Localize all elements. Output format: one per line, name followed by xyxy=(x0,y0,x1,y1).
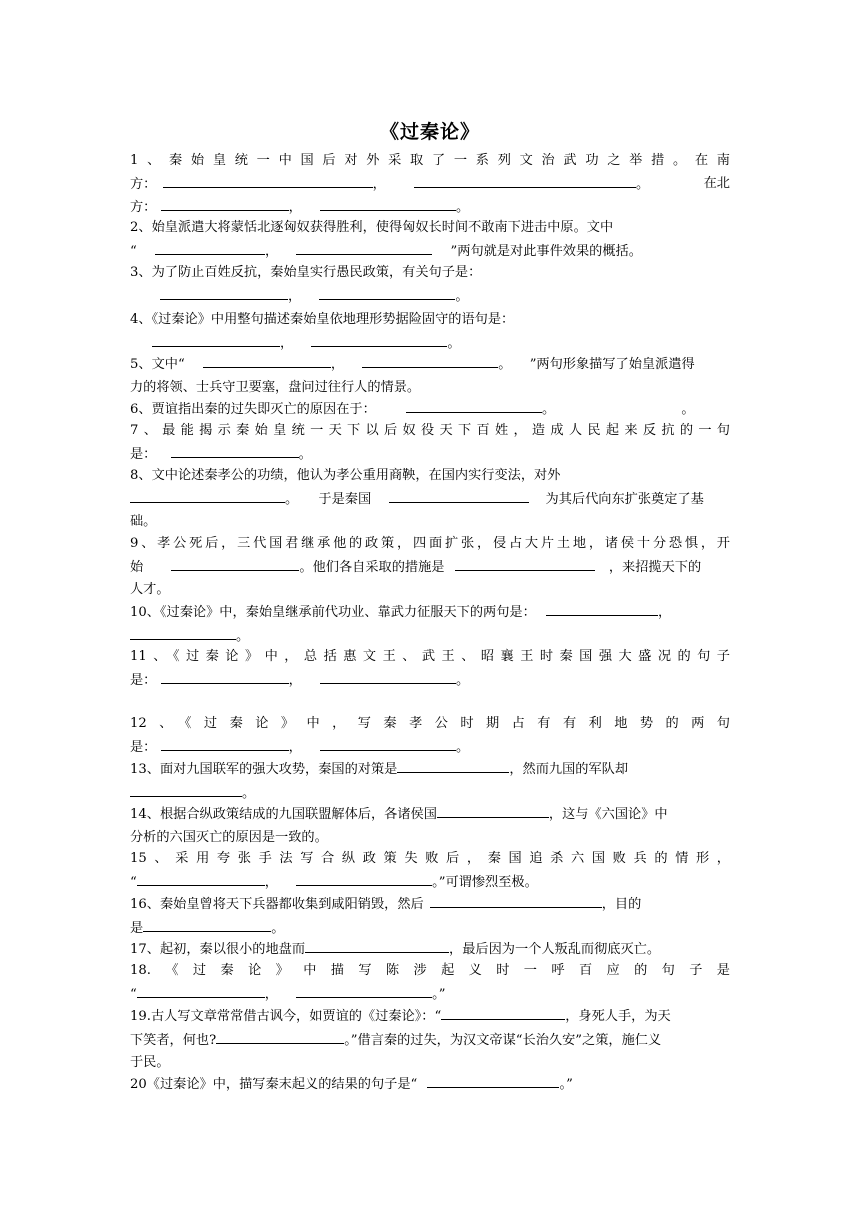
question-20-text-b: 。” xyxy=(559,1077,573,1092)
question-4-line-1: 4、《过秦论》中用整句描述秦始皇依地理形势据险固守的语句是： xyxy=(130,312,515,327)
question-3 xyxy=(130,262,730,308)
answer-blank[interactable] xyxy=(152,332,280,347)
question-19 xyxy=(130,1005,730,1075)
answer-blank[interactable] xyxy=(171,556,299,571)
question-1-line-3 xyxy=(130,196,730,220)
question-8-line-1: 8、文中论述秦孝公的功绩，他认为孝公重用商鞅，在国内实行变法，对外 xyxy=(130,468,561,483)
question-8-text-c: 于是秦国 xyxy=(318,491,372,507)
question-9-text-b: 始 xyxy=(130,559,144,575)
question-14-line-1 xyxy=(130,803,730,827)
question-18-text-c: ， xyxy=(264,986,278,1002)
question-5 xyxy=(130,353,730,399)
question-10-text-a: 10、《过秦论》中，秦始皇继承前代功业、靠武力征服天下的两句是： xyxy=(130,605,536,620)
answer-blank[interactable] xyxy=(441,1005,565,1020)
question-19-text-c: 下笑者，何也? xyxy=(130,1032,217,1048)
question-19-line-2 xyxy=(130,1029,730,1053)
answer-blank[interactable] xyxy=(397,758,509,773)
question-1-text-g: ， xyxy=(288,200,302,215)
question-20-text-a: 20《过秦论》中，描写秦末起义的结果的句子是“ xyxy=(130,1077,418,1092)
question-16-line-1 xyxy=(130,893,730,917)
question-6-text-b: 。 xyxy=(541,402,556,417)
question-19-line-1 xyxy=(130,1005,730,1029)
question-12 xyxy=(130,713,730,759)
question-19-line-3: 于民。 xyxy=(130,1055,170,1070)
question-6-line-1 xyxy=(130,398,730,422)
question-16-text-d: 。 xyxy=(271,920,285,936)
question-17-text-a: 17、起初，秦以很小的地盘而 xyxy=(130,942,306,957)
question-9-line-3: 人才。 xyxy=(130,582,170,597)
question-17-text-b: ，最后因为一个人叛乱而彻底灭亡。 xyxy=(449,942,661,957)
question-10-text-b: ， xyxy=(658,605,672,620)
question-10 xyxy=(130,601,730,648)
question-8 xyxy=(130,465,730,534)
question-12-line-2 xyxy=(130,736,730,760)
answer-blank[interactable] xyxy=(389,488,529,503)
question-20-line-1 xyxy=(130,1073,730,1097)
answer-blank[interactable] xyxy=(296,983,432,998)
question-3-line-1: 3、为了防止百姓反抗，秦始皇实行愚民政策，有关句子是： xyxy=(130,265,482,280)
question-18-text-b: “ xyxy=(130,986,137,1002)
question-18-line-1: 18.《过秦论》中描写陈涉起义时一呼百应的句子是 xyxy=(130,963,730,978)
question-11-text-b: 是： xyxy=(130,672,157,688)
question-19-text-d: 。”借言秦的过失，为汉文帝谋“长治久安”之策，施仁义 xyxy=(344,1032,662,1048)
question-8-text-d: 为其后代向东扩张奠定了基 xyxy=(545,491,704,507)
question-11-text-c: ， xyxy=(288,672,302,688)
question-5-text-d: ”两句形象描写了始皇派遣得 xyxy=(529,357,695,372)
question-18 xyxy=(130,960,730,1006)
question-1 xyxy=(130,150,730,220)
question-10-line-2 xyxy=(130,625,730,649)
question-2-text-c: ， xyxy=(264,243,279,259)
question-6-text-a: 6、贾谊指出秦的过失即灭亡的原因在于： xyxy=(130,402,376,417)
question-15-line-1: 15、采用夸张手法写合纵政策失败后，秦国追杀六国败兵的情形， xyxy=(130,851,730,866)
answer-blank[interactable] xyxy=(130,488,285,503)
answer-blank[interactable] xyxy=(427,1073,559,1088)
question-3-line-2 xyxy=(130,285,730,309)
question-4-text-b: ， xyxy=(280,335,294,351)
answer-blank[interactable] xyxy=(320,669,456,684)
answer-blank[interactable] xyxy=(137,983,265,998)
question-9-line-2 xyxy=(130,556,730,580)
question-19-text-b: ，身死人手，为天 xyxy=(565,1009,671,1024)
question-9-text-c: 。他们各自采取的措施是 xyxy=(299,559,445,575)
answer-blank[interactable] xyxy=(155,240,265,255)
question-10-line-1 xyxy=(130,601,730,625)
question-3-text-c: 。 xyxy=(455,288,469,304)
answer-blank[interactable] xyxy=(130,782,242,797)
question-8-line-2 xyxy=(130,488,730,512)
answer-blank[interactable] xyxy=(163,173,373,188)
answer-blank[interactable] xyxy=(430,893,602,908)
answer-blank[interactable] xyxy=(143,917,271,932)
question-16-text-a: 16、秦始皇曾将天下兵器都收集到咸阳销毁，然后 xyxy=(130,897,424,912)
question-10-text-c: 。 xyxy=(236,628,250,644)
question-5-text-b: ， xyxy=(330,357,345,372)
question-13-line-1 xyxy=(130,758,730,782)
answer-blank[interactable] xyxy=(161,196,289,211)
answer-blank[interactable] xyxy=(203,353,331,368)
question-4 xyxy=(130,309,730,355)
question-2-text-b: “ xyxy=(130,243,137,259)
question-13-text-a: 13、面对九国联军的强大攻势，秦国的对策是 xyxy=(130,762,398,777)
question-14-text-b: ，这与《六国论》中 xyxy=(548,807,668,822)
question-11-text-d: 。 xyxy=(455,672,470,688)
question-1-text-b: 方： xyxy=(130,176,157,192)
question-12-text-c: ， xyxy=(288,739,302,755)
document-title: 《过秦论》 xyxy=(379,121,480,143)
question-7-text-c: 。 xyxy=(298,446,312,462)
question-15-line-2 xyxy=(130,871,730,895)
question-16-line-2 xyxy=(130,917,730,941)
question-13-line-2 xyxy=(130,782,730,806)
answer-blank[interactable] xyxy=(320,736,456,751)
answer-blank[interactable] xyxy=(437,803,549,818)
question-15 xyxy=(130,848,730,894)
question-8-line-3: 础。 xyxy=(130,514,157,529)
question-1-line-2 xyxy=(130,173,730,197)
question-12-text-b: 是： xyxy=(130,739,157,755)
question-18-text-d: 。” xyxy=(432,986,446,1002)
answer-blank[interactable] xyxy=(296,871,432,886)
question-1-text-c: ， xyxy=(372,176,386,192)
question-14-line-2: 分析的六国灭亡的原因是一致的。 xyxy=(130,829,328,845)
question-11-line-1: 11、《过秦论》中，总括惠文王、武王、昭襄王时秦国强大盛况的句子 xyxy=(130,649,730,664)
question-1-text-f: 方： xyxy=(130,200,157,215)
question-5-text-c: 。 xyxy=(498,357,512,372)
question-9 xyxy=(130,533,730,602)
question-3-text-b: ， xyxy=(288,288,302,304)
question-11-line-2 xyxy=(130,669,730,693)
question-17-line-1 xyxy=(130,938,730,962)
question-4-text-c: 。 xyxy=(447,335,461,351)
question-7-text-b: 是： xyxy=(130,446,157,462)
answer-blank[interactable] xyxy=(546,601,658,616)
question-13-text-b: ，然而九国的军队却 xyxy=(509,762,629,777)
question-12-line-1: 12、《过秦论》中，写秦孝公时期占有有利地势的两句 xyxy=(130,716,730,731)
answer-blank[interactable] xyxy=(171,443,299,458)
question-13-text-c: 。 xyxy=(242,785,256,801)
question-17 xyxy=(130,938,730,962)
question-2 xyxy=(130,217,730,263)
answer-blank[interactable] xyxy=(362,353,498,368)
question-5-text-a: 5、文中“ xyxy=(130,357,185,372)
question-1-text-e: 在北 xyxy=(703,175,730,191)
answer-blank[interactable] xyxy=(319,285,455,300)
question-9-text-d: ，来招揽天下的 xyxy=(608,559,702,575)
question-11 xyxy=(130,646,730,692)
answer-blank[interactable] xyxy=(216,1029,344,1044)
question-7-line-1: 7、最能揭示秦始皇统一天下以后奴役天下百姓，造成人民起来反抗的一句 xyxy=(130,423,730,438)
answer-blank[interactable] xyxy=(455,556,595,571)
answer-blank[interactable] xyxy=(137,871,265,886)
question-9-line-1: 9、孝公死后，三代国君继承他的政策，四面扩张，侵占大片土地，诸侯十分恐惧，开 xyxy=(130,536,730,551)
answer-blank[interactable] xyxy=(406,398,542,413)
answer-blank[interactable] xyxy=(161,736,289,751)
question-13 xyxy=(130,758,730,805)
question-12-text-d: 。 xyxy=(455,739,470,755)
question-16-text-c: 是 xyxy=(130,920,144,936)
question-20 xyxy=(130,1073,730,1097)
question-7-line-2 xyxy=(130,443,730,467)
question-5-line-2: 力的将领、士兵守卫要塞，盘问过往行人的情景。 xyxy=(130,379,421,395)
question-15-text-c: ， xyxy=(264,874,278,890)
answer-blank[interactable] xyxy=(414,173,636,188)
question-15-text-d: 。”可谓惨烈至极。 xyxy=(432,874,538,890)
question-14 xyxy=(130,803,730,849)
question-6 xyxy=(130,398,730,422)
answer-blank[interactable] xyxy=(130,625,236,640)
question-1-text-h: 。 xyxy=(455,200,470,215)
question-18-line-2 xyxy=(130,983,730,1007)
answer-blank[interactable] xyxy=(160,285,288,300)
question-16 xyxy=(130,893,730,940)
question-2-line-1: 2、始皇派遣大将蒙恬北逐匈奴获得胜利，使得匈奴长时间不敢南下进击中原。文中 xyxy=(130,220,614,235)
question-4-line-2 xyxy=(130,332,730,356)
question-7 xyxy=(130,420,730,466)
answer-blank[interactable] xyxy=(161,669,289,684)
answer-blank[interactable] xyxy=(311,332,447,347)
question-1-line-1: 1、秦始皇统一中国后对外采取了一系列文治武功之举措。在南 xyxy=(130,153,730,168)
answer-blank[interactable] xyxy=(296,240,432,255)
answer-blank[interactable] xyxy=(320,196,456,211)
question-5-line-1 xyxy=(130,353,730,377)
question-19-text-a: 19.古人写文章常常借古讽今，如贾谊的《过秦论》：“ xyxy=(130,1009,442,1024)
answer-blank[interactable] xyxy=(305,938,449,953)
question-1-text-d: 。 xyxy=(635,176,650,192)
question-16-text-b: ，目的 xyxy=(601,897,642,912)
question-8-text-b: 。 xyxy=(285,491,299,507)
question-2-text-d: ”两句就是对此事件效果的概括。 xyxy=(450,243,642,259)
question-6-text-c: 。 xyxy=(681,402,695,417)
question-2-line-2 xyxy=(130,240,730,264)
question-14-text-a: 14、根据合纵政策结成的九国联盟解体后，各诸侯国 xyxy=(130,807,437,822)
question-15-text-b: “ xyxy=(130,874,137,890)
